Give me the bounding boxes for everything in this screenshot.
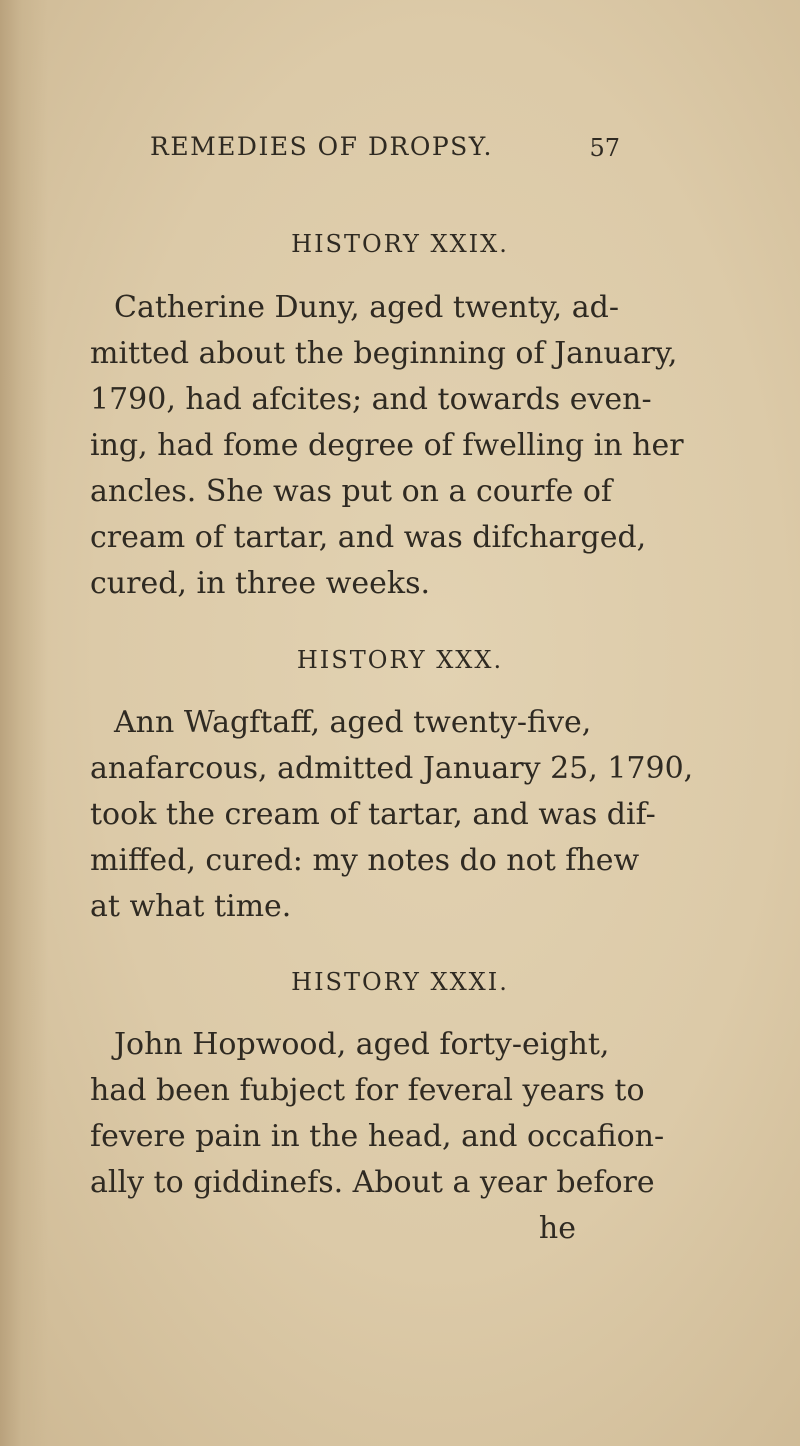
running-head (150, 132, 620, 166)
text-line: at what time. (90, 889, 292, 924)
text-line: cured, in three weeks. (90, 566, 431, 601)
text-line: fevere pain in the head, and occafion- (90, 1119, 665, 1154)
text-line: anafarcous, admitted January 25, 1790, (90, 751, 694, 786)
section-paragraph (90, 700, 694, 930)
text-line: took the cream of tartar, and was dif- (90, 797, 656, 832)
page-number: 57 (589, 134, 620, 162)
text-line: John Hopwood, aged forty-eight, (114, 1027, 610, 1062)
page-edge-shadow (0, 0, 48, 1446)
section-heading: HISTORY XXX. (296, 646, 504, 674)
text-line: had been fubject for feveral years to (90, 1073, 645, 1108)
running-title: REMEDIES OF DROPSY. (150, 132, 493, 161)
text-line: cream of tartar, and was difcharged, (90, 520, 647, 555)
section-heading: HISTORY XXXI. (291, 968, 509, 996)
catchword: he (538, 1211, 576, 1246)
text-line: 1790, had afcites; and towards even- (90, 382, 652, 417)
text-line: miffed, cured: my notes do not fhew (90, 843, 640, 878)
section-paragraph (90, 285, 684, 607)
text-line: ing, had fome degree of fwelling in her (90, 428, 684, 463)
section-paragraph (90, 1022, 665, 1252)
section-heading: HISTORY XXIX. (291, 230, 509, 258)
text-line: ally to giddinefs. About a year before (90, 1165, 655, 1200)
text-line: Ann Wagftaff, aged twenty-five, (114, 705, 592, 740)
text-line: mitted about the beginning of January, (90, 336, 678, 371)
text-line: Catherine Duny, aged twenty, ad- (114, 290, 619, 325)
text-line: ancles. She was put on a courfe of (90, 474, 613, 509)
